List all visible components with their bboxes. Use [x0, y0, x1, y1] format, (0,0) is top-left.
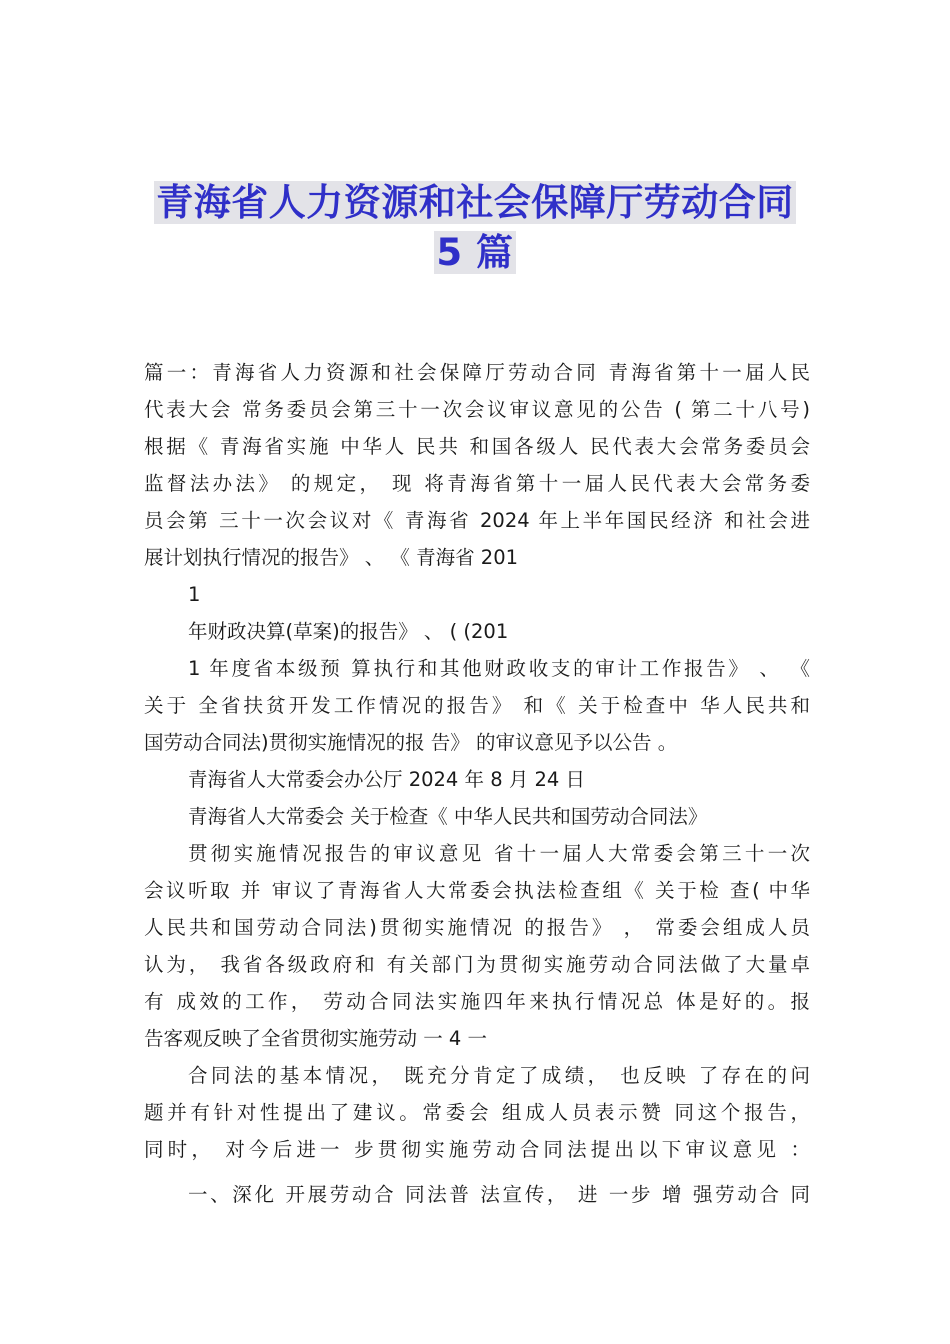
paragraph-line: 人民共和国劳动合同法)贯彻实施情况 的报告》 ， 常委会组成人员: [144, 916, 810, 939]
paragraph-line: 青海省人大常委会 关于检查《 中华人民共和国劳动合同法》: [188, 805, 708, 828]
paragraph-line: 根据《 青海省实施 中华人 民共 和国各级人 民代表大会常务委员会: [144, 435, 810, 458]
document-title: [140, 176, 810, 230]
paragraph-line: 代表大会 常务委员会第三十一次会议审议意见的公告 ( 第二十八号): [144, 398, 810, 421]
paragraph-line: 关于 全省扶贫开发工作情况的报告》 和《 关于检查中 华人民共和: [144, 694, 810, 717]
paragraph-line: 员会第 三十一次会议对《 青海省 2024 年上半年国民经济 和社会进: [144, 509, 810, 532]
paragraph-line: 一、深化 开展劳动合 同法普 法宣传， 进 一步 增 强劳动合 同: [188, 1183, 810, 1206]
document-title-line-1: 青海省人力资源和社会保障厅劳动合同: [156, 181, 794, 224]
paragraph-line: 1 年度省本级预 算执行和其他财政收支的审计工作报告》 、 《: [188, 657, 810, 680]
paragraph-line: 贯彻实施情况报告的审议意见 省十一届人大常委会第三十一次: [188, 842, 810, 865]
paragraph-line: 认为， 我省各级政府和 有关部门为贯彻实施劳动合同法做了大量卓: [144, 953, 810, 976]
paragraph-line: 题并有针对性提出了建议。常委会 组成人员表示赞 同这个报告，: [144, 1101, 810, 1124]
paragraph-line: 青海省人大常委会办公厅 2024 年 8 月 24 日: [188, 768, 586, 791]
paragraph-line: 会议听取 并 审议了青海省人大常委会执法检查组《 关于检 查( 中华: [144, 879, 810, 902]
paragraph-line: 篇一：青海省人力资源和社会保障厅劳动合同 青海省第十一届人民: [144, 361, 810, 384]
paragraph-line: 合同法的基本情况， 既充分肯定了成绩， 也反映 了存在的问: [188, 1064, 810, 1087]
paragraph-line: 有 成效的工作， 劳动合同法实施四年来执行情况总 体是好的。报: [144, 990, 810, 1013]
paragraph-line: 年财政决算(草案)的报告》 、 ( (201: [188, 620, 509, 643]
document-title-line-2: 5 篇: [436, 231, 514, 274]
paragraph-line: 国劳动合同法)贯彻实施情况的报 告》 的审议意见予以公告 。: [144, 731, 678, 754]
document-title-continued: [140, 226, 810, 280]
paragraph-line: 告客观反映了全省贯彻实施劳动 一 4 一: [144, 1027, 488, 1050]
paragraph-line: 同时， 对今后进一 步贯彻实施劳动合同法提出以下审议意见 ：: [144, 1138, 810, 1161]
paragraph-line: 监督法办法》 的规定， 现 将青海省第十一届人民代表大会常务委: [144, 472, 810, 495]
paragraph-line: 展计划执行情况的报告》 、 《 青海省 201: [144, 546, 519, 569]
paragraph-line: 1: [188, 583, 201, 606]
